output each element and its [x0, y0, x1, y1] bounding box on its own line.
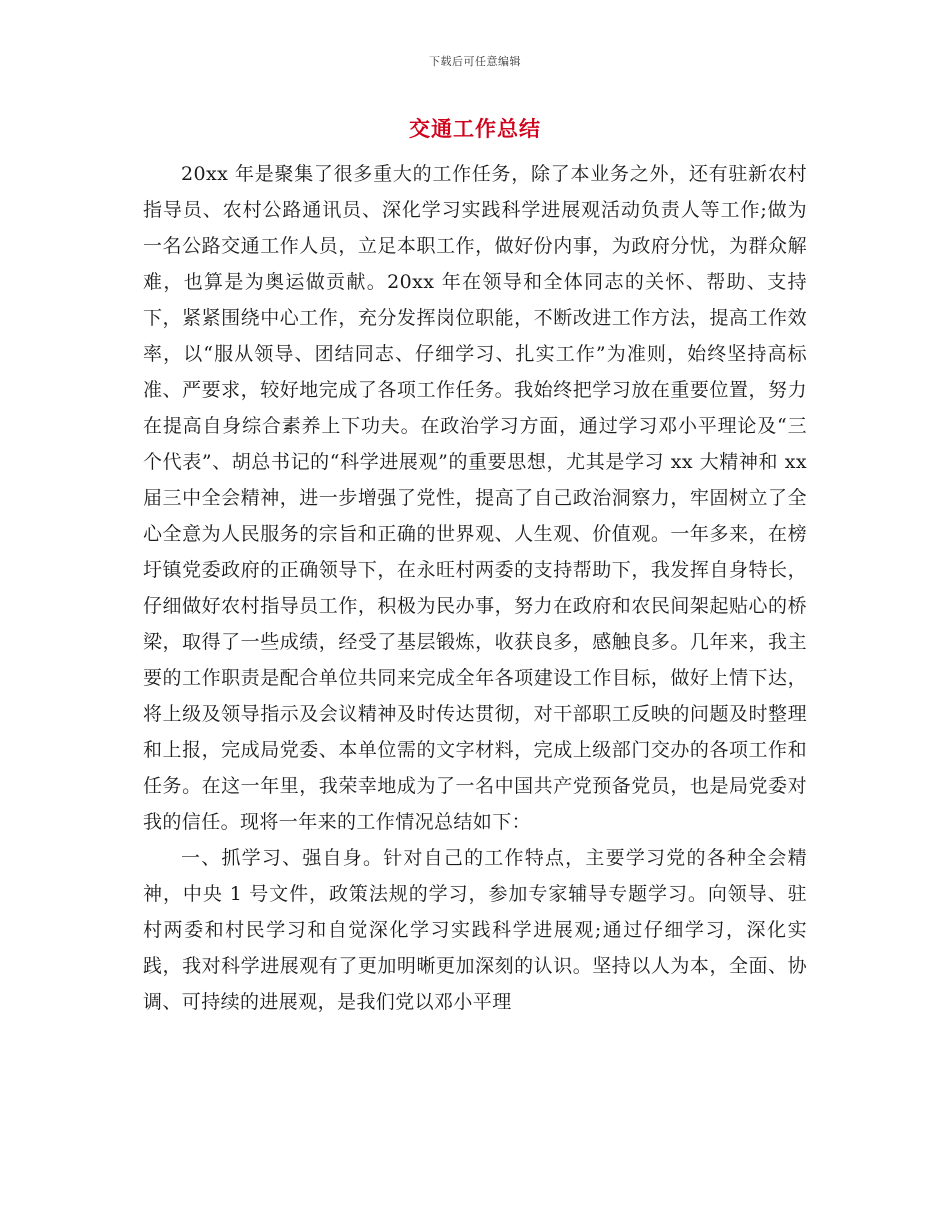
- body-paragraph-intro: 20xx 年是聚集了很多重大的工作任务，除了本业务之外，还有驻新农村指导员、农村公路通讯员、深化学习实践科学进展观活动负责人等工作;做为一名公路交通工作人员，立足本职工作，做好份内事，为政府分忧，为群众解难，也算是为奥运做贡献。20xx 年在领导和全体同志的关怀、帮助、支持下，紧紧围绕中心工作，充分发挥岗位职能，不断改进工作方法，提高工作效率，以“服从领导、团结同志、仔细学习、扎实工作”为准则，始终坚持高标准、严要求，较好地完成了各项工作任务。我始终把学习放在重要位置，努力在提高自身综合素养上下功夫。在政治学习方面，通过学习邓小平理论及“三个代表”、胡总书记的“科学进展观”的重要思想，尤其是学习 xx 大精神和 xx 届三中全会精神，进一步增强了党性，提高了自己政治洞察力，牢固树立了全心全意为人民服务的宗旨和正确的世界观、人生观、价值观。一年多来，在榜圩镇党委政府的正确领导下，在永旺村两委的支持帮助下，我发挥自身特长，仔细做好农村指导员工作，积极为民办事，努力在政府和农民间架起贴心的桥梁，取得了一些成绩，经受了基层锻炼，收获良多，感触良多。几年来，我主要的工作职责是配合单位共同来完成全年各项建设工作目标，做好上情下达，将上级及领导指示及会议精神及时传达贯彻，对干部职工反映的问题及时整理和上报，完成局党委、本单位需的文字材料，完成上级部门交办的各项工作和任务。在这一年里，我荣幸地成为了一名中国共产党预备党员，也是局党委对我的信任。现将一年来的工作情况总结如下：: [143, 163, 807, 833]
- page-header-note: 下载后可任意编辑: [429, 55, 521, 68]
- document-title: 交通工作总结: [409, 116, 541, 141]
- body-paragraph-study: 一、抓学习、强自身。针对自己的工作特点，主要学习党的各种全会精神，中央 1 号文件，政策法规的学习，参加专家辅导专题学习。向领导、驻村两委和村民学习和自觉深化学习实践科学进展观;通过仔细学习，深化实践，我对科学进展观有了更加明晰更加深刻的认识。坚持以人为本，全面、协调、可持续的进展观，是我们党以邓小平理: [143, 847, 807, 1013]
- document-body: [143, 156, 807, 1020]
